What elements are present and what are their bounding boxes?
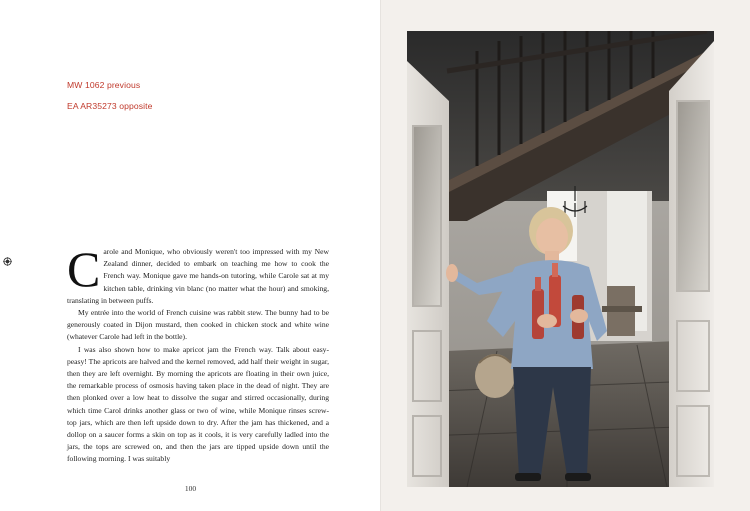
drop-cap: C — [67, 241, 101, 297]
paragraph-text: arole and Monique, who obviously weren't too impressed with my New Zealand dinner, decided to embark on teaching me how to cook the French way. Monique gave me hands-on tutoring, while Carole sat at my kitchen table, drinking vin blanc (no matter what the hour) and smoking, translating in between puffs. — [67, 247, 329, 305]
image-reference-note-opposite: EA AR35273 opposite — [67, 101, 153, 111]
paragraph — [67, 241, 329, 307]
paragraph: I was also shown how to make apricot jam the French way. Talk about easy-peasy! The apricots are halved and the kernel removed, add half their weight in sugar, then they are left overnight. By morning the apricots are floating in their own juice, the remarkable process of osmosis having taken place in the dead of night. They are then plonked over a low heat to dissolve the sugar and stirred occasionally, during which time Carol drinks another glass or two of wine, while Monique rinses screw-top jars, which are then left upside down to dry. After the jam has thickened, and a dollop on a saucer forms a skin on top as it cools, it is very carefully ladled into the jars, the tops are screwed on, and then the jars are tipped upside down until the following morning. I was suitably — [67, 344, 329, 464]
paragraph: My entrée into the world of French cuisine was rabbit stew. The bunny had to be generously coated in Dijon mustard, then cooked in chicken stock and white wine (whatever Carole had left in the bottle). — [67, 308, 329, 342]
image-reference-note-previous: MW 1062 previous — [67, 80, 141, 90]
page-number: 100 — [184, 484, 197, 493]
registration-mark-icon — [3, 257, 12, 266]
body-text — [67, 241, 329, 466]
woman-in-doorway-holding-wine-bottles-photo — [407, 31, 714, 487]
